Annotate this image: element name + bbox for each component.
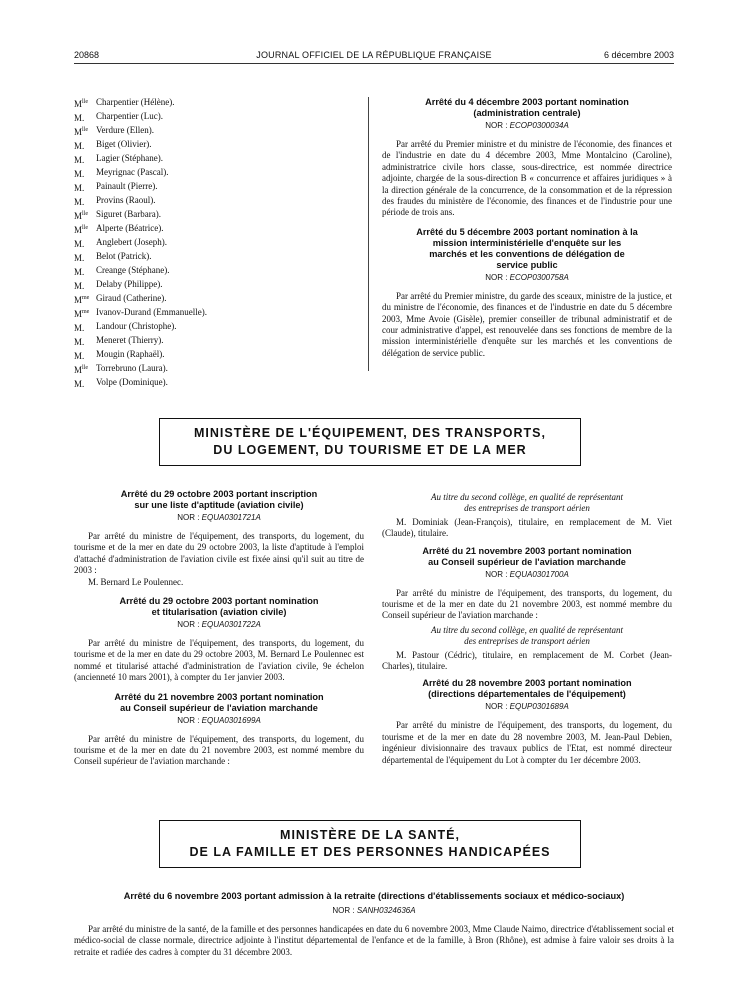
title-abbrev: M <box>74 225 83 235</box>
ministry-banner-equipement: MINISTÈRE DE L'ÉQUIPEMENT, DES TRANSPORTS, DU LOGEMENT, DU TOURISME ET DE LA MER <box>159 418 581 466</box>
title-abbrev: M. <box>74 239 85 249</box>
person-name: Giraud (Catherine). <box>96 293 167 303</box>
decree-body: Par arrêté du ministre de l'équipement, des transports, du logement, du tourisme et de la mer en date du 21 novembre 2003, est nommé membre du Conseil supérieur de l'aviation marchande : <box>382 587 672 621</box>
person-name: Mougin (Raphaël). <box>96 349 165 359</box>
person-name: Ivanov-Durand (Emmanuelle). <box>96 307 207 317</box>
nor-reference: NOR : EQUA0301700A <box>485 569 569 579</box>
name-entry <box>74 180 354 194</box>
title-abbrev: M. <box>74 183 85 193</box>
title-abbrev: M. <box>74 155 85 165</box>
title-suffix: me <box>82 295 90 301</box>
title-abbrev: M. <box>74 267 85 277</box>
title-suffix: lle <box>82 211 89 217</box>
column-divider <box>368 97 369 371</box>
person-name: Painault (Pierre). <box>96 181 158 191</box>
person-name: Creange (Stéphane). <box>96 265 170 275</box>
name-entry <box>74 208 354 222</box>
page-number: 20868 <box>74 50 100 60</box>
person-name: Provins (Raoul). <box>96 195 156 205</box>
title-abbrev: M. <box>74 351 85 361</box>
name-entry <box>74 278 354 292</box>
name-entry <box>74 124 354 138</box>
title-suffix: lle <box>82 225 89 231</box>
title-abbrev: M. <box>74 281 85 291</box>
person-name: Anglebert (Joseph). <box>96 237 167 247</box>
decree-title: Arrêté du 28 novembre 2003 portant nomination (directions départementales de l'équipement) <box>422 678 632 700</box>
nor-reference: NOR : EQUP0301689A <box>485 702 569 712</box>
title-suffix: me <box>82 309 90 315</box>
title-abbrev: M. <box>74 337 85 347</box>
title-abbrev: M. <box>74 379 85 389</box>
title-abbrev: M. <box>74 197 85 207</box>
decree-title: Arrêté du 5 décembre 2003 portant nomination à la mission interministérielle d'enquête sur les marchés et les conventions de délégation de service public <box>416 226 638 270</box>
name-entry <box>74 222 354 236</box>
decree-body: Par arrêté du ministre de l'équipement, des transports, du logement, du tourisme et de la mer en date du 29 octobre 2003, la liste d'aptitude à l'emploi d'attaché d'administration de l'aviation civile est fixée ainsi qu'il suit au titre de 2003 : <box>74 531 364 576</box>
left-mid-column <box>74 489 364 768</box>
name-entry <box>74 292 354 306</box>
title-abbrev: M. <box>74 113 85 123</box>
name-entry <box>74 250 354 264</box>
nor-reference: NOR : EQUA0301721A <box>177 513 261 522</box>
name-entry <box>74 194 354 208</box>
decree-body: Par arrêté du ministre de l'équipement, des transports, du logement, du tourisme et de la mer en date du 21 novembre 2003, est nommé membre du Conseil supérieur de l'aviation marchande : <box>74 733 364 767</box>
person-name: Torrebruno (Laura). <box>96 363 168 373</box>
title-suffix: lle <box>82 99 89 105</box>
name-entry <box>74 306 354 320</box>
title-suffix: lle <box>82 127 89 133</box>
journal-title: JOURNAL OFFICIEL DE LA RÉPUBLIQUE FRANÇAISE <box>256 50 492 60</box>
title-abbrev: M <box>74 295 83 305</box>
decree-body: M. Dominiak (Jean-François), titulaire, en remplacement de M. Viet (Claude), titulaire. <box>382 516 672 539</box>
decree-body: Par arrêté du ministre de l'équipement, des transports, du logement, du tourisme et de la mer en date du 28 novembre 2003, M. Jean-Paul Debien, ingénieur divisionnaire des travaux publics de l'Etat, est nommé directeur départemental de l'équipement du Lot à compter du 1er décembre 2003. <box>382 720 672 765</box>
name-entry <box>74 264 354 278</box>
name-entry <box>74 110 354 124</box>
italic-note: Au titre du second collège, en qualité de représentant des entreprises de transport aérien <box>430 492 624 514</box>
person-name: Alperte (Béatrice). <box>96 223 164 233</box>
person-name: Lagier (Stéphane). <box>96 153 163 163</box>
right-mid-column <box>382 489 672 766</box>
person-name: Biget (Olivier). <box>96 139 152 149</box>
names-list <box>74 96 354 390</box>
person-name: Verdure (Ellen). <box>96 125 154 135</box>
name-entry <box>74 138 354 152</box>
title-abbrev: M <box>74 365 83 375</box>
person-name: Delaby (Philippe). <box>96 279 163 289</box>
nor-reference: NOR : ECOP0300758A <box>485 272 569 282</box>
decree-body: Par arrêté du Premier ministre et du ministre de l'économie, des finances et de l'industrie en date du 4 décembre 2003, Mme Montalcino (Caroline), administratrice civile hors classe, sous-directrice, est nommée directrice adjointe, chargée de la sous-direction B « concurrence et affaires juridiques » à la direction générale de la concurrence, de la consommation et de la répression des fraudes du ministère de l'économie, des finances et de l'industrie pour une période de trois ans. <box>382 139 672 218</box>
title-abbrev: M. <box>74 253 85 263</box>
person-name: Charpentier (Hélène). <box>96 97 175 107</box>
name-entry <box>74 376 354 390</box>
decree-title: Arrêté du 4 décembre 2003 portant nomination (administration centrale) <box>425 97 629 118</box>
title-abbrev: M. <box>74 323 85 333</box>
decree-title: Arrêté du 29 octobre 2003 portant nomination et titularisation (aviation civile) <box>119 596 319 618</box>
decree-body: Par arrêté du ministre de l'équipement, des transports, du logement, du tourisme et de la mer en date du 29 octobre 2003, M. Bernard Le Poulennec est nommé et titularisé attaché d'administration de l'aviation civile, 9e échelon (ancienneté 10 mars 2001), à compter du 1er janvier 2003. <box>74 638 364 683</box>
person-name: Meneret (Thierry). <box>96 335 164 345</box>
nor-reference: NOR : EQUA0301722A <box>177 620 261 630</box>
right-top-column <box>382 97 672 359</box>
decree-title: Arrêté du 21 novembre 2003 portant nomination au Conseil supérieur de l'aviation marchande <box>114 691 324 713</box>
name-entry <box>74 166 354 180</box>
decree-body: M. Pastour (Cédric), titulaire, en remplacement de M. Corbet (Jean-Charles), titulaire. <box>382 649 672 672</box>
person-name: Meyrignac (Pascal). <box>96 167 169 177</box>
name-entry <box>74 334 354 348</box>
name-entry <box>74 236 354 250</box>
decree-body: M. Bernard Le Poulennec. <box>88 576 184 587</box>
name-entry <box>74 320 354 334</box>
title-abbrev: M. <box>74 169 85 179</box>
person-name: Belot (Patrick). <box>96 251 152 261</box>
title-suffix: lle <box>82 365 89 371</box>
header-rule <box>74 63 674 64</box>
name-entry <box>74 152 354 166</box>
name-entry <box>74 348 354 362</box>
person-name: Landour (Christophe). <box>96 321 177 331</box>
name-entry <box>74 96 354 110</box>
title-abbrev: M <box>74 127 83 137</box>
bottom-section <box>74 891 674 958</box>
decree-title: Arrêté du 21 novembre 2003 portant nomination au Conseil supérieur de l'aviation marchande <box>422 545 632 567</box>
decree-title: Arrêté du 29 octobre 2003 portant inscription sur une liste d'aptitude (aviation civile) <box>120 489 318 510</box>
title-abbrev: M <box>74 309 83 319</box>
decree-body: Par arrêté du Premier ministre, du garde des sceaux, ministre de la justice, et du ministre de l'économie, des finances et de l'industrie en date du 5 décembre 2003, Mme Avoie (Gisèle), premier conseiller de tribunal administratif et de cour administrative d'appel, est renouvelée dans ses fonctions de membre de la mission interministérielle d'enquête sur les marchés et les conventions de délégation de service public. <box>382 290 672 358</box>
person-name: Volpe (Dominique). <box>96 377 168 387</box>
person-name: Charpentier (Luc). <box>96 111 163 121</box>
italic-note: Au titre du second collège, en qualité de représentant des entreprises de transport aérien <box>430 624 624 647</box>
nor-reference: NOR : SANH0324636A <box>332 906 416 915</box>
title-abbrev: M <box>74 99 83 109</box>
name-entry <box>74 362 354 376</box>
nor-reference: NOR : EQUA0301699A <box>177 715 261 725</box>
issue-date: 6 décembre 2003 <box>603 50 674 60</box>
person-name: Siguret (Barbara). <box>96 209 161 219</box>
decree-title: Arrêté du 6 novembre 2003 portant admission à la retraite (directions d'établissements sociaux et médico-sociaux) <box>123 891 625 901</box>
nor-reference: NOR : ECOP0300034A <box>485 121 569 130</box>
title-abbrev: M. <box>74 141 85 151</box>
ministry-banner-sante: MINISTÈRE DE LA SANTÉ, DE LA FAMILLE ET DES PERSONNES HANDICAPÉES <box>159 820 581 868</box>
decree-body: Par arrêté du ministre de la santé, de la famille et des personnes handicapées en date du 6 novembre 2003, Mme Claude Naimo, directrice d'établissement social et médico-social de classe normale, directrice adjointe à l'institut départemental de l'enfance et de la famille, à Bron (Rhône), est admise à faire valoir ses droits à la retraite et radiée des cadres à compter du 31 décembre 2003. <box>74 924 674 957</box>
title-abbrev: M <box>74 211 83 221</box>
